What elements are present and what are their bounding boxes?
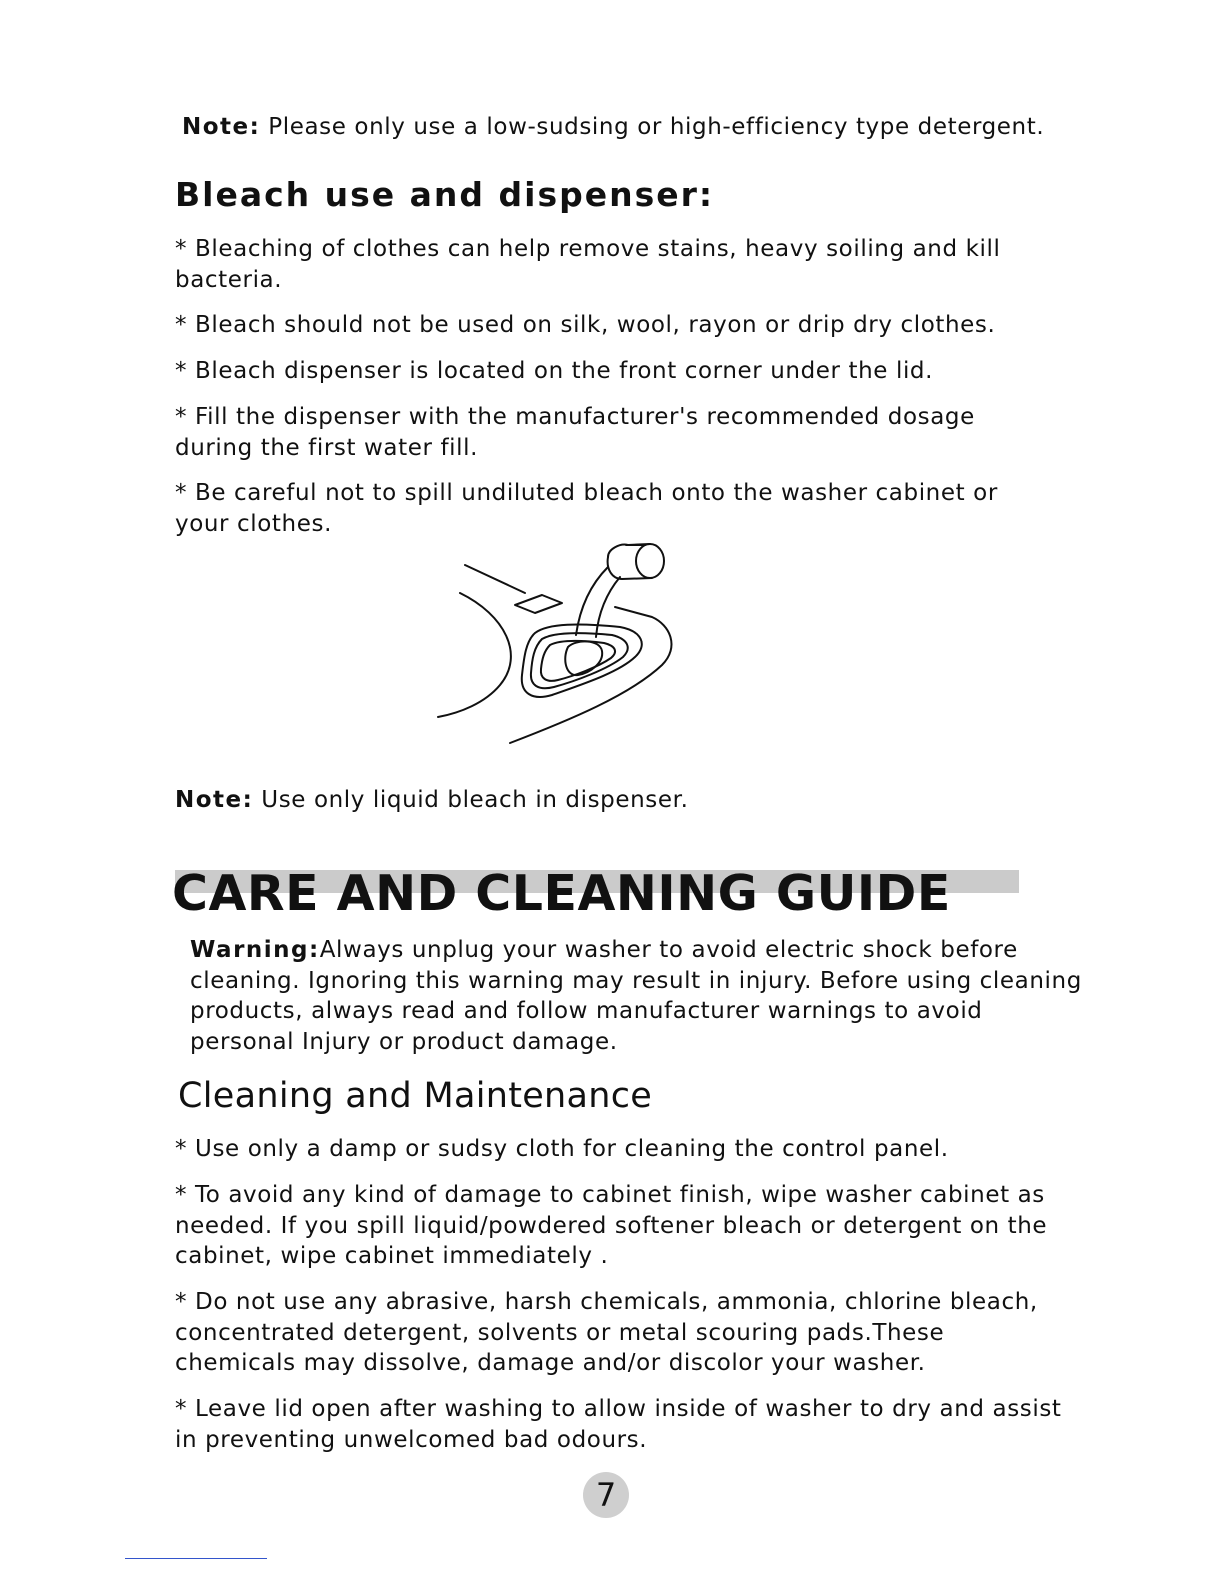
note-label: Note: (175, 787, 254, 813)
bleach-dispenser-illustration (430, 535, 690, 750)
maintenance-item-4: * Leave lid open after washing to allow inside of washer to dry and assist in preventing unwelcomed bad odours. (175, 1396, 1062, 1453)
note-text: Please only use a low-sudsing or high-efficiency type detergent. (268, 114, 1045, 140)
warning-label: Warning: (190, 937, 320, 963)
bleach-item-2: * Bleach should not be used on silk, wool, rayon or drip dry clothes. (175, 312, 996, 338)
bleach-heading: Bleach use and dispenser: (175, 175, 715, 214)
bleach-item-5: * Be careful not to spill undiluted bleach onto the washer cabinet or your clothes. (175, 480, 998, 537)
bleach-item-4: * Fill the dispenser with the manufacturer's recommended dosage during the first water fill. (175, 404, 975, 461)
section-title: CARE AND CLEANING GUIDE (172, 865, 951, 922)
maintenance-item-1: * Use only a damp or sudsy cloth for cleaning the control panel. (175, 1136, 949, 1162)
bleach-item-3: * Bleach dispenser is located on the front corner under the lid. (175, 358, 934, 384)
warning-block: Warning:Always unplug your washer to avoid electric shock before cleaning. Ignoring this warning may result in injury. Before using cleaning products, always read and follow manufacturer warnings to avoid personal Injury or product damage. (190, 937, 1082, 1055)
page-number: 7 (583, 1472, 629, 1518)
note-detergent (182, 112, 1044, 143)
note-liquid-bleach (175, 785, 689, 816)
maintenance-item-3: * Do not use any abrasive, harsh chemicals, ammonia, chlorine bleach, concentrated detergent, solvents or metal scouring pads.These chemicals may dissolve, damage and/or discolor your washer. (175, 1289, 1038, 1376)
maintenance-item-2: * To avoid any kind of damage to cabinet finish, wipe washer cabinet as needed. If you spill liquid/powdered softener bleach or detergent on the cabinet, wipe cabinet immediately . (175, 1182, 1048, 1269)
bleach-item-1: * Bleaching of clothes can help remove stains, heavy soiling and kill bacteria. (175, 236, 1001, 293)
note-label: Note: (182, 114, 261, 140)
maintenance-heading: Cleaning and Maintenance (178, 1076, 653, 1116)
footer-rule (125, 1558, 267, 1559)
note-text: Use only liquid bleach in dispenser. (261, 787, 689, 813)
